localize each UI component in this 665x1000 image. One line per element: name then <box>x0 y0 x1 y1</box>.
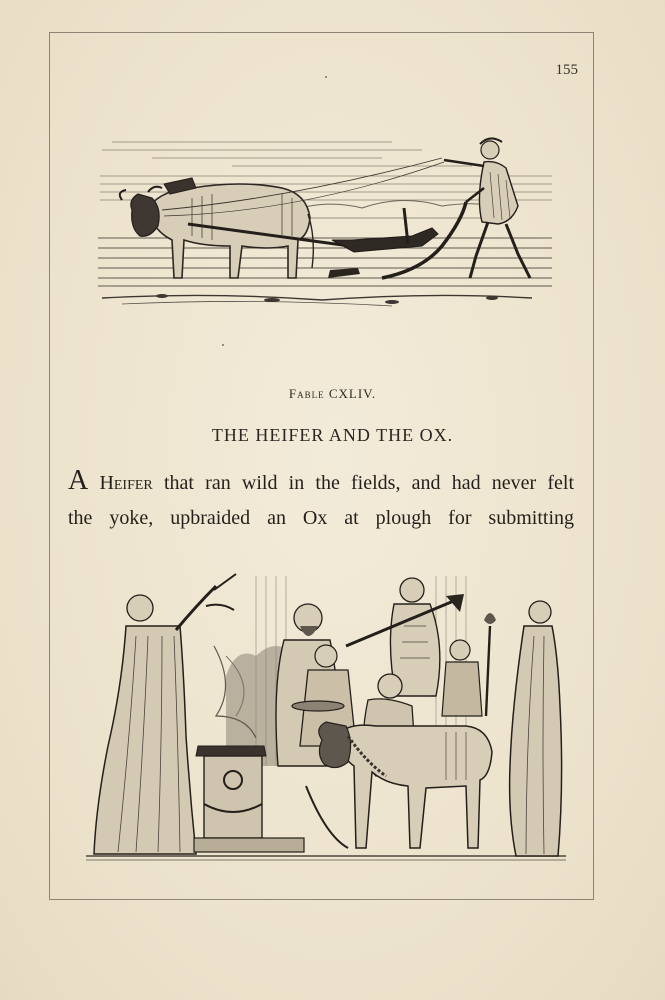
body-line-1-rest: that ran wild in the fields, and had never felt <box>163 472 575 494</box>
page-number: 155 <box>555 62 578 78</box>
small-caps-word: Heifer <box>99 472 153 494</box>
ploughing-engraving <box>92 128 562 313</box>
fable-title: THE HEIFER AND THE OX. <box>211 425 454 445</box>
fable-body-text <box>68 463 574 536</box>
drop-cap: A <box>68 465 89 496</box>
print-speck <box>325 76 327 78</box>
sacrifice-engraving <box>86 566 566 866</box>
body-line-1 <box>68 463 574 501</box>
fable-number: Fable CXLIV. <box>288 386 377 401</box>
print-speck <box>222 344 224 346</box>
body-line-2: the yoke, upbraided an Ox at plough for submitting <box>68 507 574 529</box>
